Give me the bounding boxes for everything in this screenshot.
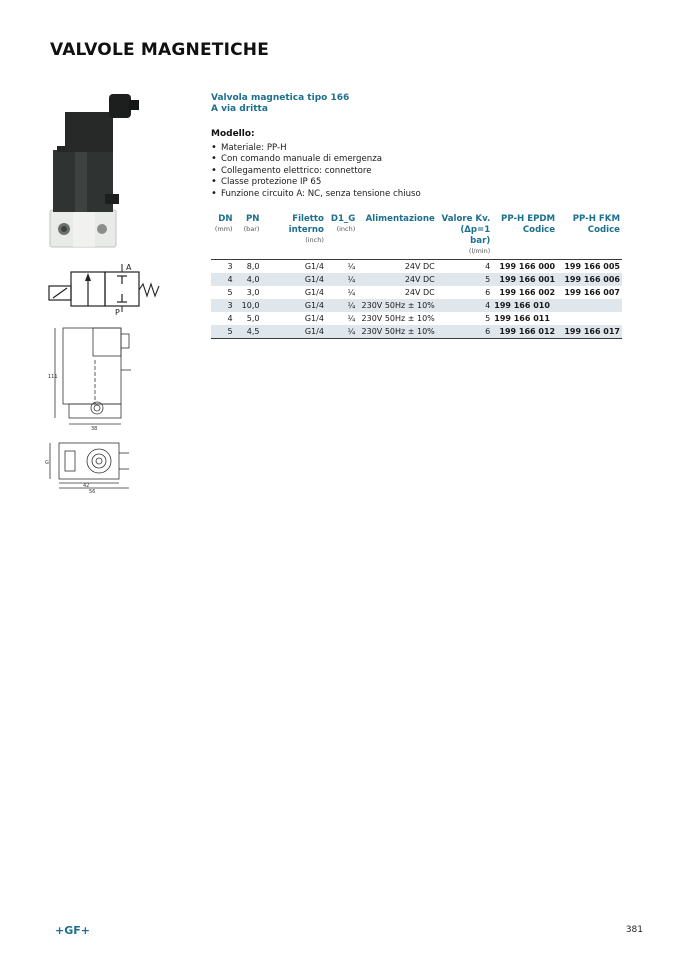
col-pn: PN (bar): [243, 214, 260, 233]
table-row: 3 8,0 G1/4 ¼ 24V DC 4 199 166 000 199 166 005: [227, 262, 620, 271]
col-epdm: PP-H EPDM Codice: [501, 214, 556, 235]
feature-item: • Collegamento elettrico: connettore: [211, 166, 421, 178]
table-row: 4 4,0 G1/4 ¼ 24V DC 5 199 166 001 199 166 006: [211, 273, 622, 286]
gf-logo: +GF+: [55, 924, 90, 937]
technical-drawing-side-view: [45, 320, 145, 432]
page-number: 381: [625, 925, 643, 935]
table-row: 3 10,0 G1/4 ¼ 230V 50Hz ± 10% 4 199 166 010: [211, 299, 622, 312]
dim-height-label: 111: [48, 374, 58, 380]
feature-item: • Funzione circuito A: NC, senza tensione chiuso: [211, 189, 421, 201]
col-kv: Valore Kv. (Δp=1 bar) (l/min): [441, 214, 491, 255]
table-row: 5 4,5 G1/4 ¼ 230V 50Hz ± 10% 6 199 166 012 199 166 017: [211, 325, 622, 339]
product-title: [211, 93, 349, 115]
feature-item: • Classe protezione IP 65: [211, 177, 421, 189]
dim-width3-label: 56: [89, 489, 96, 493]
col-supply: Alimentazione: [365, 214, 435, 224]
product-title-line2: A via dritta: [211, 104, 268, 114]
valve-product-photo: [45, 90, 145, 252]
port-p-label: P: [115, 308, 120, 317]
feature-item: • Con comando manuale di emergenza: [211, 154, 421, 166]
feature-item: • Materiale: PP-H: [211, 143, 421, 155]
model-features: [211, 129, 421, 200]
circuit-symbol: [45, 262, 170, 318]
model-label: Modello:: [211, 129, 255, 139]
col-dn: DN (mm): [214, 214, 233, 233]
technical-drawing-bottom-view: [45, 437, 145, 493]
col-fkm: PP-H FKM Codice: [572, 214, 620, 235]
dim-width-label: 38: [91, 426, 98, 432]
spec-table: [211, 214, 622, 339]
product-title-line1: Valvola magnetica tipo 166: [211, 93, 350, 103]
dim-d-label: G: [45, 460, 49, 466]
col-d1g: D1_G (inch): [330, 214, 356, 233]
port-a-label: A: [126, 263, 132, 272]
page-title: VALVOLE MAGNETICHE: [50, 40, 270, 60]
feature-list: [211, 143, 421, 201]
dim-width2-label: 42: [83, 483, 90, 489]
table-row: 4 5,0 G1/4 ¼ 230V 50Hz ± 10% 5 199 166 011: [227, 314, 550, 323]
col-thread: Filetto interno (inch): [288, 214, 324, 244]
table-row: 5 3,0 G1/4 ¼ 24V DC 6 199 166 002 199 166 007: [227, 288, 620, 297]
table-header-row: [211, 214, 622, 260]
